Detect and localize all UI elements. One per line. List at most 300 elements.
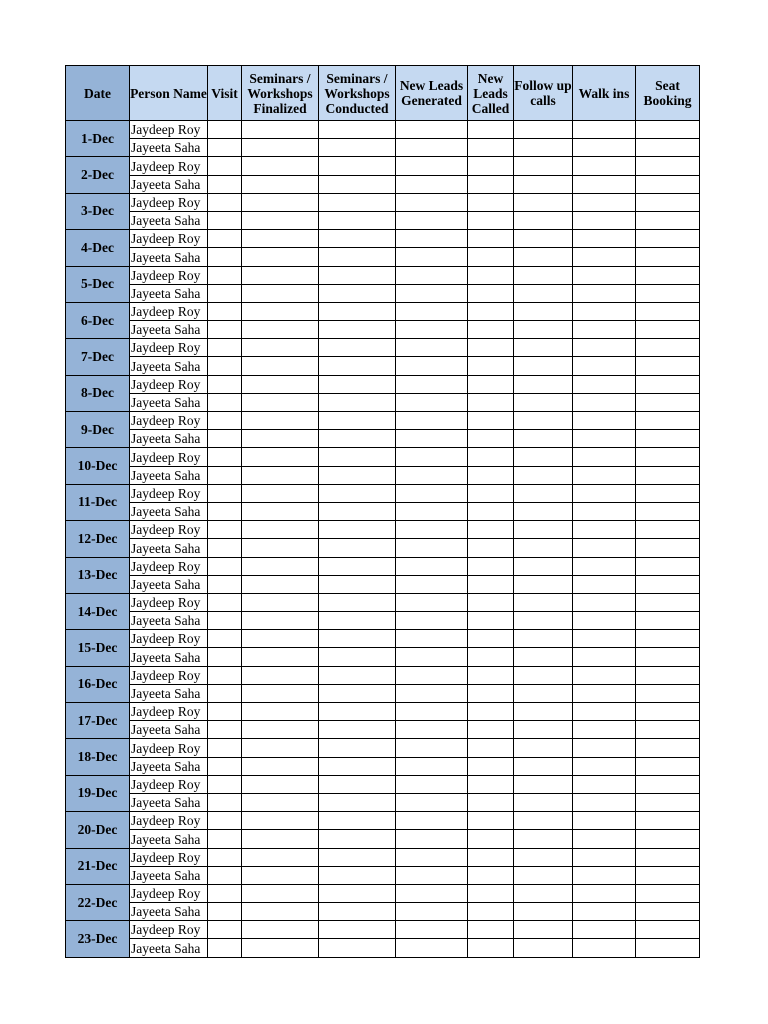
date-cell[interactable]: 3-Dec [66, 193, 130, 229]
seat-booking-cell[interactable] [636, 884, 700, 902]
walk-ins-cell[interactable] [573, 539, 636, 557]
new-leads-generated-cell[interactable] [396, 593, 468, 611]
person-name-cell[interactable]: Jaydeep Roy [130, 666, 208, 684]
new-leads-called-cell[interactable] [468, 484, 514, 502]
follow-up-calls-cell[interactable] [514, 812, 573, 830]
date-cell[interactable]: 10-Dec [66, 448, 130, 484]
seminars-conducted-cell[interactable] [319, 848, 396, 866]
walk-ins-cell[interactable] [573, 175, 636, 193]
seminars-finalized-cell[interactable] [242, 721, 319, 739]
person-name-cell[interactable]: Jayeeta Saha [130, 539, 208, 557]
walk-ins-cell[interactable] [573, 211, 636, 229]
seat-booking-cell[interactable] [636, 230, 700, 248]
seminars-finalized-cell[interactable] [242, 139, 319, 157]
walk-ins-cell[interactable] [573, 684, 636, 702]
follow-up-calls-cell[interactable] [514, 684, 573, 702]
new-leads-generated-cell[interactable] [396, 539, 468, 557]
follow-up-calls-cell[interactable] [514, 211, 573, 229]
person-name-cell[interactable]: Jaydeep Roy [130, 812, 208, 830]
seminars-finalized-cell[interactable] [242, 757, 319, 775]
header-visit[interactable]: Visit [208, 66, 242, 121]
new-leads-generated-cell[interactable] [396, 793, 468, 811]
seminars-conducted-cell[interactable] [319, 284, 396, 302]
new-leads-generated-cell[interactable] [396, 830, 468, 848]
new-leads-called-cell[interactable] [468, 466, 514, 484]
new-leads-generated-cell[interactable] [396, 157, 468, 175]
visit-cell[interactable] [208, 466, 242, 484]
walk-ins-cell[interactable] [573, 393, 636, 411]
person-name-cell[interactable]: Jayeeta Saha [130, 903, 208, 921]
seminars-finalized-cell[interactable] [242, 812, 319, 830]
seat-booking-cell[interactable] [636, 866, 700, 884]
follow-up-calls-cell[interactable] [514, 375, 573, 393]
new-leads-generated-cell[interactable] [396, 193, 468, 211]
new-leads-called-cell[interactable] [468, 848, 514, 866]
visit-cell[interactable] [208, 575, 242, 593]
seat-booking-cell[interactable] [636, 830, 700, 848]
new-leads-called-cell[interactable] [468, 393, 514, 411]
visit-cell[interactable] [208, 375, 242, 393]
visit-cell[interactable] [208, 193, 242, 211]
person-name-cell[interactable]: Jaydeep Roy [130, 302, 208, 320]
new-leads-generated-cell[interactable] [396, 939, 468, 957]
follow-up-calls-cell[interactable] [514, 357, 573, 375]
new-leads-generated-cell[interactable] [396, 575, 468, 593]
new-leads-called-cell[interactable] [468, 248, 514, 266]
follow-up-calls-cell[interactable] [514, 666, 573, 684]
new-leads-called-cell[interactable] [468, 339, 514, 357]
follow-up-calls-cell[interactable] [514, 339, 573, 357]
walk-ins-cell[interactable] [573, 903, 636, 921]
walk-ins-cell[interactable] [573, 139, 636, 157]
seat-booking-cell[interactable] [636, 466, 700, 484]
seat-booking-cell[interactable] [636, 139, 700, 157]
new-leads-called-cell[interactable] [468, 430, 514, 448]
visit-cell[interactable] [208, 684, 242, 702]
walk-ins-cell[interactable] [573, 593, 636, 611]
walk-ins-cell[interactable] [573, 121, 636, 139]
visit-cell[interactable] [208, 884, 242, 902]
visit-cell[interactable] [208, 302, 242, 320]
follow-up-calls-cell[interactable] [514, 848, 573, 866]
visit-cell[interactable] [208, 812, 242, 830]
new-leads-called-cell[interactable] [468, 666, 514, 684]
walk-ins-cell[interactable] [573, 557, 636, 575]
new-leads-generated-cell[interactable] [396, 921, 468, 939]
seminars-conducted-cell[interactable] [319, 157, 396, 175]
seminars-conducted-cell[interactable] [319, 193, 396, 211]
walk-ins-cell[interactable] [573, 775, 636, 793]
walk-ins-cell[interactable] [573, 612, 636, 630]
seminars-conducted-cell[interactable] [319, 302, 396, 320]
person-name-cell[interactable]: Jayeeta Saha [130, 648, 208, 666]
new-leads-generated-cell[interactable] [396, 648, 468, 666]
new-leads-called-cell[interactable] [468, 721, 514, 739]
person-name-cell[interactable]: Jaydeep Roy [130, 593, 208, 611]
seat-booking-cell[interactable] [636, 903, 700, 921]
new-leads-generated-cell[interactable] [396, 211, 468, 229]
person-name-cell[interactable]: Jayeeta Saha [130, 321, 208, 339]
person-name-cell[interactable]: Jaydeep Roy [130, 484, 208, 502]
seminars-conducted-cell[interactable] [319, 248, 396, 266]
visit-cell[interactable] [208, 557, 242, 575]
seminars-conducted-cell[interactable] [319, 484, 396, 502]
follow-up-calls-cell[interactable] [514, 157, 573, 175]
walk-ins-cell[interactable] [573, 521, 636, 539]
seminars-conducted-cell[interactable] [319, 266, 396, 284]
seminars-conducted-cell[interactable] [319, 812, 396, 830]
seat-booking-cell[interactable] [636, 157, 700, 175]
seminars-finalized-cell[interactable] [242, 393, 319, 411]
new-leads-called-cell[interactable] [468, 593, 514, 611]
seminars-conducted-cell[interactable] [319, 339, 396, 357]
walk-ins-cell[interactable] [573, 830, 636, 848]
follow-up-calls-cell[interactable] [514, 466, 573, 484]
seminars-finalized-cell[interactable] [242, 484, 319, 502]
date-cell[interactable]: 19-Dec [66, 775, 130, 811]
seat-booking-cell[interactable] [636, 939, 700, 957]
walk-ins-cell[interactable] [573, 321, 636, 339]
seminars-finalized-cell[interactable] [242, 630, 319, 648]
seminars-finalized-cell[interactable] [242, 121, 319, 139]
visit-cell[interactable] [208, 830, 242, 848]
person-name-cell[interactable]: Jayeeta Saha [130, 575, 208, 593]
new-leads-called-cell[interactable] [468, 211, 514, 229]
follow-up-calls-cell[interactable] [514, 539, 573, 557]
seminars-finalized-cell[interactable] [242, 211, 319, 229]
new-leads-called-cell[interactable] [468, 812, 514, 830]
new-leads-called-cell[interactable] [468, 703, 514, 721]
date-cell[interactable]: 2-Dec [66, 157, 130, 193]
new-leads-called-cell[interactable] [468, 121, 514, 139]
seminars-finalized-cell[interactable] [242, 848, 319, 866]
seminars-conducted-cell[interactable] [319, 630, 396, 648]
person-name-cell[interactable]: Jayeeta Saha [130, 939, 208, 957]
person-name-cell[interactable]: Jaydeep Roy [130, 193, 208, 211]
new-leads-generated-cell[interactable] [396, 248, 468, 266]
visit-cell[interactable] [208, 430, 242, 448]
visit-cell[interactable] [208, 612, 242, 630]
seat-booking-cell[interactable] [636, 393, 700, 411]
date-cell[interactable]: 21-Dec [66, 848, 130, 884]
seat-booking-cell[interactable] [636, 848, 700, 866]
new-leads-called-cell[interactable] [468, 939, 514, 957]
date-cell[interactable]: 13-Dec [66, 557, 130, 593]
visit-cell[interactable] [208, 739, 242, 757]
header-date[interactable]: Date [66, 66, 130, 121]
new-leads-generated-cell[interactable] [396, 848, 468, 866]
visit-cell[interactable] [208, 393, 242, 411]
visit-cell[interactable] [208, 502, 242, 520]
person-name-cell[interactable]: Jayeeta Saha [130, 466, 208, 484]
visit-cell[interactable] [208, 903, 242, 921]
header-seminars-finalized[interactable]: Seminars / Workshops Finalized [242, 66, 319, 121]
new-leads-generated-cell[interactable] [396, 557, 468, 575]
new-leads-called-cell[interactable] [468, 193, 514, 211]
date-cell[interactable]: 5-Dec [66, 266, 130, 302]
follow-up-calls-cell[interactable] [514, 830, 573, 848]
header-follow-up-calls[interactable]: Follow up calls [514, 66, 573, 121]
new-leads-called-cell[interactable] [468, 230, 514, 248]
follow-up-calls-cell[interactable] [514, 593, 573, 611]
seminars-conducted-cell[interactable] [319, 211, 396, 229]
new-leads-generated-cell[interactable] [396, 484, 468, 502]
new-leads-generated-cell[interactable] [396, 393, 468, 411]
seminars-conducted-cell[interactable] [319, 739, 396, 757]
header-new-leads-called[interactable]: New Leads Called [468, 66, 514, 121]
visit-cell[interactable] [208, 921, 242, 939]
seminars-finalized-cell[interactable] [242, 575, 319, 593]
seminars-finalized-cell[interactable] [242, 939, 319, 957]
visit-cell[interactable] [208, 321, 242, 339]
seminars-conducted-cell[interactable] [319, 593, 396, 611]
new-leads-generated-cell[interactable] [396, 739, 468, 757]
date-cell[interactable]: 16-Dec [66, 666, 130, 702]
walk-ins-cell[interactable] [573, 230, 636, 248]
header-new-leads-generated[interactable]: New Leads Generated [396, 66, 468, 121]
person-name-cell[interactable]: Jaydeep Roy [130, 775, 208, 793]
follow-up-calls-cell[interactable] [514, 393, 573, 411]
visit-cell[interactable] [208, 630, 242, 648]
new-leads-generated-cell[interactable] [396, 502, 468, 520]
seminars-conducted-cell[interactable] [319, 830, 396, 848]
new-leads-generated-cell[interactable] [396, 884, 468, 902]
person-name-cell[interactable]: Jayeeta Saha [130, 393, 208, 411]
person-name-cell[interactable]: Jaydeep Roy [130, 557, 208, 575]
new-leads-generated-cell[interactable] [396, 302, 468, 320]
seminars-conducted-cell[interactable] [319, 539, 396, 557]
new-leads-called-cell[interactable] [468, 884, 514, 902]
visit-cell[interactable] [208, 448, 242, 466]
walk-ins-cell[interactable] [573, 266, 636, 284]
walk-ins-cell[interactable] [573, 739, 636, 757]
follow-up-calls-cell[interactable] [514, 575, 573, 593]
seat-booking-cell[interactable] [636, 357, 700, 375]
person-name-cell[interactable]: Jayeeta Saha [130, 793, 208, 811]
follow-up-calls-cell[interactable] [514, 448, 573, 466]
new-leads-called-cell[interactable] [468, 321, 514, 339]
person-name-cell[interactable]: Jayeeta Saha [130, 430, 208, 448]
person-name-cell[interactable]: Jaydeep Roy [130, 448, 208, 466]
person-name-cell[interactable]: Jaydeep Roy [130, 230, 208, 248]
follow-up-calls-cell[interactable] [514, 866, 573, 884]
new-leads-generated-cell[interactable] [396, 339, 468, 357]
follow-up-calls-cell[interactable] [514, 739, 573, 757]
follow-up-calls-cell[interactable] [514, 230, 573, 248]
seminars-conducted-cell[interactable] [319, 939, 396, 957]
new-leads-generated-cell[interactable] [396, 903, 468, 921]
seat-booking-cell[interactable] [636, 612, 700, 630]
seminars-finalized-cell[interactable] [242, 903, 319, 921]
new-leads-generated-cell[interactable] [396, 284, 468, 302]
walk-ins-cell[interactable] [573, 484, 636, 502]
new-leads-generated-cell[interactable] [396, 812, 468, 830]
walk-ins-cell[interactable] [573, 866, 636, 884]
visit-cell[interactable] [208, 339, 242, 357]
follow-up-calls-cell[interactable] [514, 939, 573, 957]
seat-booking-cell[interactable] [636, 921, 700, 939]
visit-cell[interactable] [208, 666, 242, 684]
seminars-finalized-cell[interactable] [242, 157, 319, 175]
seminars-conducted-cell[interactable] [319, 321, 396, 339]
seat-booking-cell[interactable] [636, 211, 700, 229]
seat-booking-cell[interactable] [636, 539, 700, 557]
visit-cell[interactable] [208, 248, 242, 266]
seat-booking-cell[interactable] [636, 575, 700, 593]
new-leads-called-cell[interactable] [468, 921, 514, 939]
new-leads-generated-cell[interactable] [396, 703, 468, 721]
new-leads-generated-cell[interactable] [396, 412, 468, 430]
walk-ins-cell[interactable] [573, 248, 636, 266]
walk-ins-cell[interactable] [573, 630, 636, 648]
seminars-conducted-cell[interactable] [319, 775, 396, 793]
visit-cell[interactable] [208, 539, 242, 557]
visit-cell[interactable] [208, 412, 242, 430]
seminars-conducted-cell[interactable] [319, 666, 396, 684]
follow-up-calls-cell[interactable] [514, 284, 573, 302]
seat-booking-cell[interactable] [636, 339, 700, 357]
seat-booking-cell[interactable] [636, 248, 700, 266]
new-leads-generated-cell[interactable] [396, 866, 468, 884]
new-leads-called-cell[interactable] [468, 575, 514, 593]
visit-cell[interactable] [208, 266, 242, 284]
new-leads-called-cell[interactable] [468, 648, 514, 666]
seat-booking-cell[interactable] [636, 175, 700, 193]
new-leads-generated-cell[interactable] [396, 684, 468, 702]
visit-cell[interactable] [208, 866, 242, 884]
seat-booking-cell[interactable] [636, 521, 700, 539]
person-name-cell[interactable]: Jayeeta Saha [130, 502, 208, 520]
new-leads-generated-cell[interactable] [396, 230, 468, 248]
seminars-finalized-cell[interactable] [242, 557, 319, 575]
seat-booking-cell[interactable] [636, 775, 700, 793]
seat-booking-cell[interactable] [636, 321, 700, 339]
walk-ins-cell[interactable] [573, 884, 636, 902]
person-name-cell[interactable]: Jaydeep Roy [130, 630, 208, 648]
header-seat-booking[interactable]: Seat Booking [636, 66, 700, 121]
seminars-finalized-cell[interactable] [242, 339, 319, 357]
seminars-finalized-cell[interactable] [242, 193, 319, 211]
seat-booking-cell[interactable] [636, 812, 700, 830]
seat-booking-cell[interactable] [636, 703, 700, 721]
header-person-name[interactable]: Person Name [130, 66, 208, 121]
new-leads-generated-cell[interactable] [396, 121, 468, 139]
seat-booking-cell[interactable] [636, 412, 700, 430]
seat-booking-cell[interactable] [636, 648, 700, 666]
seminars-conducted-cell[interactable] [319, 375, 396, 393]
follow-up-calls-cell[interactable] [514, 193, 573, 211]
person-name-cell[interactable]: Jayeeta Saha [130, 866, 208, 884]
seminars-finalized-cell[interactable] [242, 266, 319, 284]
new-leads-called-cell[interactable] [468, 266, 514, 284]
follow-up-calls-cell[interactable] [514, 721, 573, 739]
new-leads-called-cell[interactable] [468, 539, 514, 557]
seat-booking-cell[interactable] [636, 430, 700, 448]
header-seminars-conducted[interactable]: Seminars / Workshops Conducted [319, 66, 396, 121]
new-leads-called-cell[interactable] [468, 375, 514, 393]
new-leads-called-cell[interactable] [468, 612, 514, 630]
follow-up-calls-cell[interactable] [514, 793, 573, 811]
new-leads-generated-cell[interactable] [396, 521, 468, 539]
visit-cell[interactable] [208, 211, 242, 229]
follow-up-calls-cell[interactable] [514, 884, 573, 902]
seminars-finalized-cell[interactable] [242, 321, 319, 339]
walk-ins-cell[interactable] [573, 157, 636, 175]
seminars-conducted-cell[interactable] [319, 448, 396, 466]
seminars-conducted-cell[interactable] [319, 230, 396, 248]
new-leads-called-cell[interactable] [468, 521, 514, 539]
follow-up-calls-cell[interactable] [514, 412, 573, 430]
walk-ins-cell[interactable] [573, 939, 636, 957]
person-name-cell[interactable]: Jaydeep Roy [130, 266, 208, 284]
seminars-conducted-cell[interactable] [319, 502, 396, 520]
visit-cell[interactable] [208, 357, 242, 375]
new-leads-called-cell[interactable] [468, 448, 514, 466]
date-cell[interactable]: 22-Dec [66, 884, 130, 920]
new-leads-generated-cell[interactable] [396, 175, 468, 193]
seminars-conducted-cell[interactable] [319, 575, 396, 593]
follow-up-calls-cell[interactable] [514, 321, 573, 339]
seminars-conducted-cell[interactable] [319, 175, 396, 193]
walk-ins-cell[interactable] [573, 412, 636, 430]
new-leads-generated-cell[interactable] [396, 266, 468, 284]
walk-ins-cell[interactable] [573, 666, 636, 684]
seminars-conducted-cell[interactable] [319, 466, 396, 484]
new-leads-called-cell[interactable] [468, 630, 514, 648]
seminars-finalized-cell[interactable] [242, 248, 319, 266]
seminars-conducted-cell[interactable] [319, 757, 396, 775]
new-leads-called-cell[interactable] [468, 684, 514, 702]
seminars-conducted-cell[interactable] [319, 721, 396, 739]
follow-up-calls-cell[interactable] [514, 612, 573, 630]
walk-ins-cell[interactable] [573, 921, 636, 939]
seminars-finalized-cell[interactable] [242, 502, 319, 520]
follow-up-calls-cell[interactable] [514, 757, 573, 775]
visit-cell[interactable] [208, 230, 242, 248]
person-name-cell[interactable]: Jayeeta Saha [130, 757, 208, 775]
new-leads-called-cell[interactable] [468, 175, 514, 193]
follow-up-calls-cell[interactable] [514, 557, 573, 575]
new-leads-generated-cell[interactable] [396, 430, 468, 448]
follow-up-calls-cell[interactable] [514, 521, 573, 539]
visit-cell[interactable] [208, 139, 242, 157]
walk-ins-cell[interactable] [573, 812, 636, 830]
person-name-cell[interactable]: Jayeeta Saha [130, 139, 208, 157]
person-name-cell[interactable]: Jaydeep Roy [130, 375, 208, 393]
new-leads-generated-cell[interactable] [396, 466, 468, 484]
walk-ins-cell[interactable] [573, 757, 636, 775]
seat-booking-cell[interactable] [636, 193, 700, 211]
new-leads-generated-cell[interactable] [396, 721, 468, 739]
walk-ins-cell[interactable] [573, 430, 636, 448]
seat-booking-cell[interactable] [636, 721, 700, 739]
seminars-finalized-cell[interactable] [242, 884, 319, 902]
new-leads-called-cell[interactable] [468, 866, 514, 884]
seminars-finalized-cell[interactable] [242, 448, 319, 466]
seat-booking-cell[interactable] [636, 484, 700, 502]
walk-ins-cell[interactable] [573, 848, 636, 866]
seat-booking-cell[interactable] [636, 557, 700, 575]
seminars-finalized-cell[interactable] [242, 412, 319, 430]
walk-ins-cell[interactable] [573, 302, 636, 320]
walk-ins-cell[interactable] [573, 648, 636, 666]
date-cell[interactable]: 8-Dec [66, 375, 130, 411]
seat-booking-cell[interactable] [636, 448, 700, 466]
date-cell[interactable]: 18-Dec [66, 739, 130, 775]
seminars-conducted-cell[interactable] [319, 648, 396, 666]
seminars-finalized-cell[interactable] [242, 521, 319, 539]
person-name-cell[interactable]: Jayeeta Saha [130, 284, 208, 302]
